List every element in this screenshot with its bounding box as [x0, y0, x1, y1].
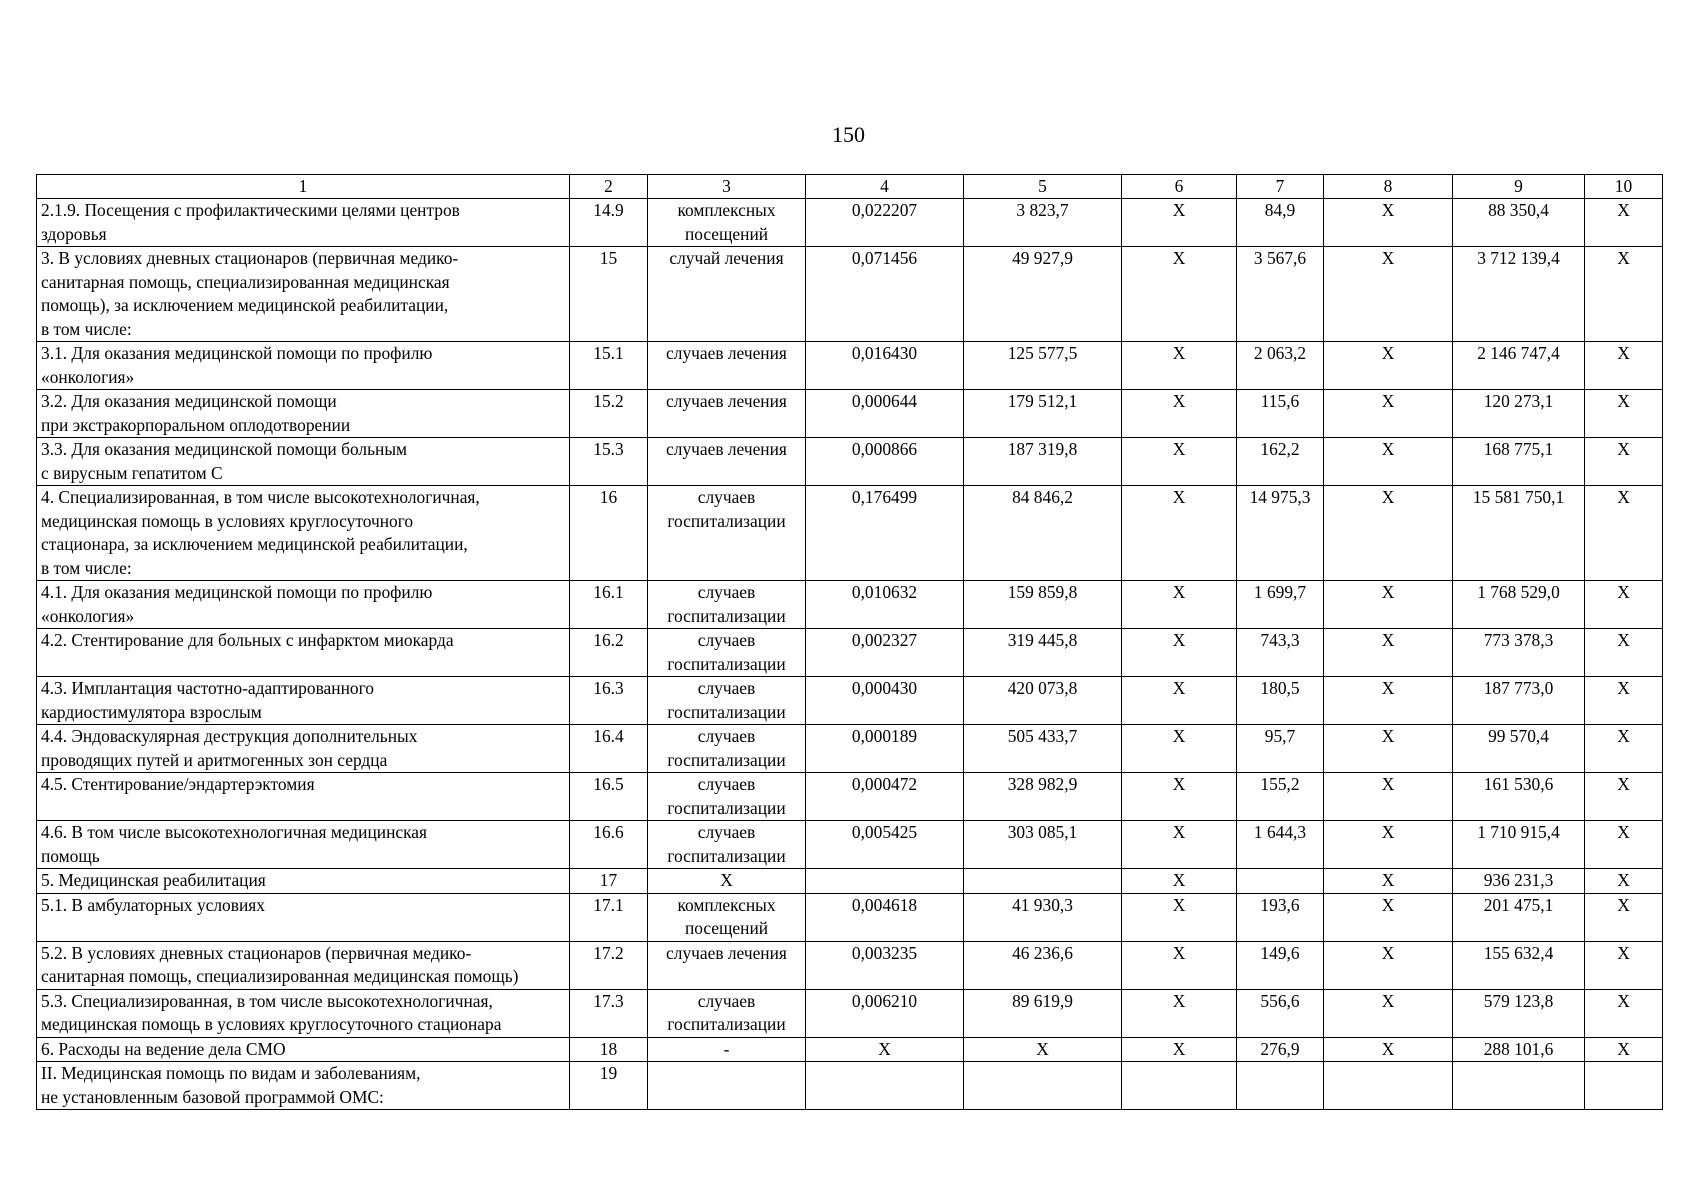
row-cell-col8: X	[1324, 941, 1453, 989]
row-name-cell: II. Медицинская помощь по видам и заболеваниям, не установленным базовой программой ОМС:	[37, 1062, 570, 1110]
row-cell-col7: 95,7	[1237, 725, 1324, 773]
table-row	[37, 869, 1663, 894]
column-header: 2	[570, 175, 648, 199]
row-unit-cell: случаев госпитализации	[648, 773, 806, 821]
row-cell-col5: 328 982,9	[964, 773, 1122, 821]
row-cell-col6: X	[1122, 581, 1237, 629]
row-code-cell: 17.1	[570, 893, 648, 941]
column-header: 9	[1453, 175, 1585, 199]
row-code-cell: 16.5	[570, 773, 648, 821]
data-table	[36, 174, 1663, 1110]
row-cell-col4: 0,010632	[806, 581, 964, 629]
row-name-cell: 5.2. В условиях дневных стационаров (первичная медико- санитарная помощь, специализированная медицинская помощь)	[37, 941, 570, 989]
row-cell-col9	[1453, 1062, 1585, 1110]
row-cell-col9: 288 101,6	[1453, 1037, 1585, 1062]
row-cell-col10: X	[1585, 438, 1663, 486]
row-cell-col4: 0,000472	[806, 773, 964, 821]
table-header	[37, 175, 1663, 199]
row-cell-col5: 179 512,1	[964, 390, 1122, 438]
row-cell-col6: X	[1122, 486, 1237, 581]
row-code-cell: 17.3	[570, 989, 648, 1037]
row-cell-col5: 319 445,8	[964, 629, 1122, 677]
row-name-cell: 2.1.9. Посещения с профилактическими целями центров здоровья	[37, 199, 570, 247]
row-cell-col8: X	[1324, 893, 1453, 941]
row-cell-col9: 1 768 529,0	[1453, 581, 1585, 629]
row-cell-col10: X	[1585, 199, 1663, 247]
row-cell-col8: X	[1324, 989, 1453, 1037]
row-cell-col4: 0,002327	[806, 629, 964, 677]
row-cell-col8: X	[1324, 581, 1453, 629]
row-unit-cell: случаев лечения	[648, 342, 806, 390]
table-row	[37, 677, 1663, 725]
table-row	[37, 893, 1663, 941]
row-code-cell: 16.6	[570, 821, 648, 869]
row-cell-col4: 0,000644	[806, 390, 964, 438]
row-cell-col8: X	[1324, 1037, 1453, 1062]
row-unit-cell: случаев госпитализации	[648, 677, 806, 725]
row-cell-col6: X	[1122, 438, 1237, 486]
row-cell-col8: X	[1324, 821, 1453, 869]
row-code-cell: 16.3	[570, 677, 648, 725]
row-code-cell: 17	[570, 869, 648, 894]
row-cell-col5	[964, 1062, 1122, 1110]
row-unit-cell: случаев лечения	[648, 438, 806, 486]
row-cell-col7: 149,6	[1237, 941, 1324, 989]
table-row	[37, 486, 1663, 581]
row-cell-col9: 773 378,3	[1453, 629, 1585, 677]
row-cell-col7: 14 975,3	[1237, 486, 1324, 581]
row-cell-col10: X	[1585, 773, 1663, 821]
column-header: 10	[1585, 175, 1663, 199]
row-unit-cell: случаев госпитализации	[648, 989, 806, 1037]
row-cell-col5: 3 823,7	[964, 199, 1122, 247]
table-row	[37, 438, 1663, 486]
row-unit-cell	[648, 1062, 806, 1110]
table-row	[37, 821, 1663, 869]
row-cell-col9: 1 710 915,4	[1453, 821, 1585, 869]
row-cell-col9: 99 570,4	[1453, 725, 1585, 773]
row-cell-col7: 155,2	[1237, 773, 1324, 821]
row-code-cell: 16.4	[570, 725, 648, 773]
row-code-cell: 17.2	[570, 941, 648, 989]
row-cell-col10: X	[1585, 581, 1663, 629]
row-cell-col5: 420 073,8	[964, 677, 1122, 725]
row-cell-col7: 193,6	[1237, 893, 1324, 941]
row-cell-col8	[1324, 1062, 1453, 1110]
row-cell-col5: 46 236,6	[964, 941, 1122, 989]
row-cell-col4: 0,016430	[806, 342, 964, 390]
row-cell-col7	[1237, 1062, 1324, 1110]
row-cell-col5: 89 619,9	[964, 989, 1122, 1037]
row-cell-col8: X	[1324, 390, 1453, 438]
row-cell-col6: X	[1122, 1037, 1237, 1062]
row-cell-col7: 743,3	[1237, 629, 1324, 677]
row-name-cell: 3. В условиях дневных стационаров (первичная медико- санитарная помощь, специализированная медицинская помощь), за исключением медицинской реабилитации, в том числе:	[37, 247, 570, 342]
row-name-cell: 4.1. Для оказания медицинской помощи по профилю «онкология»	[37, 581, 570, 629]
row-cell-col9: 201 475,1	[1453, 893, 1585, 941]
column-header: 1	[37, 175, 570, 199]
row-cell-col4: 0,176499	[806, 486, 964, 581]
row-cell-col8: X	[1324, 199, 1453, 247]
row-cell-col7: 115,6	[1237, 390, 1324, 438]
row-cell-col8: X	[1324, 438, 1453, 486]
row-cell-col9: 2 146 747,4	[1453, 342, 1585, 390]
row-cell-col6: X	[1122, 893, 1237, 941]
row-cell-col5: 125 577,5	[964, 342, 1122, 390]
row-name-cell: 5.3. Специализированная, в том числе высокотехнологичная, медицинская помощь в условиях круглосуточного стационара	[37, 989, 570, 1037]
row-cell-col5: 84 846,2	[964, 486, 1122, 581]
row-code-cell: 16	[570, 486, 648, 581]
page-number: 150	[832, 122, 865, 147]
row-cell-col6: X	[1122, 247, 1237, 342]
row-code-cell: 15.3	[570, 438, 648, 486]
row-cell-col6: X	[1122, 821, 1237, 869]
row-name-cell: 4.3. Имплантация частотно-адаптированного кардиостимулятора взрослым	[37, 677, 570, 725]
row-cell-col4: 0,000430	[806, 677, 964, 725]
row-cell-col7: 276,9	[1237, 1037, 1324, 1062]
row-cell-col6: X	[1122, 342, 1237, 390]
row-cell-col5	[964, 869, 1122, 894]
row-cell-col8: X	[1324, 869, 1453, 894]
row-cell-col10: X	[1585, 989, 1663, 1037]
table-row	[37, 725, 1663, 773]
row-cell-col4: 0,022207	[806, 199, 964, 247]
row-cell-col9: 187 773,0	[1453, 677, 1585, 725]
row-cell-col4	[806, 869, 964, 894]
column-header: 5	[964, 175, 1122, 199]
row-code-cell: 15.1	[570, 342, 648, 390]
row-name-cell: 4.2. Стентирование для больных с инфарктом миокарда	[37, 629, 570, 677]
row-cell-col8: X	[1324, 725, 1453, 773]
row-cell-col4: 0,004618	[806, 893, 964, 941]
row-name-cell: 4.4. Эндоваскулярная деструкция дополнительных проводящих путей и аритмогенных зон сердца	[37, 725, 570, 773]
row-cell-col4: 0,071456	[806, 247, 964, 342]
row-cell-col4: 0,000866	[806, 438, 964, 486]
row-cell-col6: X	[1122, 941, 1237, 989]
row-cell-col4: 0,000189	[806, 725, 964, 773]
row-cell-col6: X	[1122, 725, 1237, 773]
row-cell-col8: X	[1324, 486, 1453, 581]
row-cell-col4: 0,003235	[806, 941, 964, 989]
row-unit-cell: случаев госпитализации	[648, 629, 806, 677]
table-row	[37, 199, 1663, 247]
table-row	[37, 1062, 1663, 1110]
table-row	[37, 1037, 1663, 1062]
row-cell-col7: 2 063,2	[1237, 342, 1324, 390]
row-cell-col8: X	[1324, 342, 1453, 390]
row-cell-col5: 49 927,9	[964, 247, 1122, 342]
row-unit-cell: случаев лечения	[648, 390, 806, 438]
row-cell-col8: X	[1324, 247, 1453, 342]
row-cell-col10: X	[1585, 629, 1663, 677]
row-cell-col5: 159 859,8	[964, 581, 1122, 629]
row-cell-col9: 88 350,4	[1453, 199, 1585, 247]
row-cell-col10: X	[1585, 390, 1663, 438]
row-cell-col7	[1237, 869, 1324, 894]
row-cell-col10: X	[1585, 941, 1663, 989]
row-cell-col6: X	[1122, 629, 1237, 677]
row-cell-col9: 161 530,6	[1453, 773, 1585, 821]
row-cell-col9: 3 712 139,4	[1453, 247, 1585, 342]
row-cell-col6: X	[1122, 677, 1237, 725]
table-row	[37, 581, 1663, 629]
table-row	[37, 390, 1663, 438]
table-row	[37, 342, 1663, 390]
row-cell-col10: X	[1585, 486, 1663, 581]
row-code-cell: 18	[570, 1037, 648, 1062]
row-unit-cell: случаев госпитализации	[648, 725, 806, 773]
row-unit-cell: случаев госпитализации	[648, 581, 806, 629]
row-code-cell: 14.9	[570, 199, 648, 247]
row-name-cell: 4.6. В том числе высокотехнологичная медицинская помощь	[37, 821, 570, 869]
row-cell-col9: 936 231,3	[1453, 869, 1585, 894]
row-cell-col10: X	[1585, 342, 1663, 390]
table-row	[37, 629, 1663, 677]
row-cell-col9: 155 632,4	[1453, 941, 1585, 989]
row-name-cell: 5.1. В амбулаторных условиях	[37, 893, 570, 941]
row-cell-col4: 0,005425	[806, 821, 964, 869]
row-cell-col6: X	[1122, 869, 1237, 894]
row-cell-col5: X	[964, 1037, 1122, 1062]
row-cell-col9: 168 775,1	[1453, 438, 1585, 486]
row-unit-cell: X	[648, 869, 806, 894]
row-unit-cell: случаев госпитализации	[648, 486, 806, 581]
table-row	[37, 773, 1663, 821]
row-cell-col6: X	[1122, 199, 1237, 247]
table-row	[37, 989, 1663, 1037]
row-cell-col10: X	[1585, 1037, 1663, 1062]
table-body	[37, 199, 1663, 1110]
row-name-cell: 4. Специализированная, в том числе высокотехнологичная, медицинская помощь в условиях круглосуточного стационара, за исключением медицинской реабилитации, в том числе:	[37, 486, 570, 581]
row-cell-col10: X	[1585, 869, 1663, 894]
row-code-cell: 16.1	[570, 581, 648, 629]
column-header: 6	[1122, 175, 1237, 199]
column-header: 3	[648, 175, 806, 199]
row-cell-col4	[806, 1062, 964, 1110]
row-cell-col9: 15 581 750,1	[1453, 486, 1585, 581]
row-cell-col7: 180,5	[1237, 677, 1324, 725]
row-code-cell: 15.2	[570, 390, 648, 438]
row-cell-col8: X	[1324, 773, 1453, 821]
row-cell-col10: X	[1585, 247, 1663, 342]
row-cell-col7: 556,6	[1237, 989, 1324, 1037]
row-cell-col10: X	[1585, 821, 1663, 869]
row-unit-cell: -	[648, 1037, 806, 1062]
row-cell-col6: X	[1122, 390, 1237, 438]
row-unit-cell: случаев госпитализации	[648, 821, 806, 869]
row-name-cell: 6. Расходы на ведение дела СМО	[37, 1037, 570, 1062]
row-cell-col6: X	[1122, 773, 1237, 821]
row-cell-col8: X	[1324, 677, 1453, 725]
column-header: 8	[1324, 175, 1453, 199]
row-unit-cell: комплексных посещений	[648, 893, 806, 941]
row-cell-col7: 1 699,7	[1237, 581, 1324, 629]
row-cell-col9: 120 273,1	[1453, 390, 1585, 438]
row-cell-col5: 505 433,7	[964, 725, 1122, 773]
row-cell-col6	[1122, 1062, 1237, 1110]
row-cell-col10	[1585, 1062, 1663, 1110]
row-cell-col7: 162,2	[1237, 438, 1324, 486]
row-cell-col7: 84,9	[1237, 199, 1324, 247]
row-cell-col8: X	[1324, 629, 1453, 677]
row-unit-cell: комплексных посещений	[648, 199, 806, 247]
row-unit-cell: случай лечения	[648, 247, 806, 342]
row-cell-col5: 187 319,8	[964, 438, 1122, 486]
row-cell-col4: 0,006210	[806, 989, 964, 1037]
column-header: 4	[806, 175, 964, 199]
row-cell-col9: 579 123,8	[1453, 989, 1585, 1037]
row-unit-cell: случаев лечения	[648, 941, 806, 989]
table-row	[37, 941, 1663, 989]
row-cell-col7: 1 644,3	[1237, 821, 1324, 869]
row-name-cell: 3.2. Для оказания медицинской помощи при экстракорпоральном оплодотворении	[37, 390, 570, 438]
row-cell-col4: X	[806, 1037, 964, 1062]
row-name-cell: 4.5. Стентирование/эндартерэктомия	[37, 773, 570, 821]
table-row	[37, 247, 1663, 342]
row-cell-col5: 303 085,1	[964, 821, 1122, 869]
row-cell-col10: X	[1585, 677, 1663, 725]
column-number-row	[37, 175, 1663, 199]
row-code-cell: 15	[570, 247, 648, 342]
row-cell-col7: 3 567,6	[1237, 247, 1324, 342]
row-cell-col10: X	[1585, 893, 1663, 941]
row-name-cell: 5. Медицинская реабилитация	[37, 869, 570, 894]
row-name-cell: 3.3. Для оказания медицинской помощи больным с вирусным гепатитом С	[37, 438, 570, 486]
row-cell-col6: X	[1122, 989, 1237, 1037]
row-cell-col5: 41 930,3	[964, 893, 1122, 941]
row-code-cell: 19	[570, 1062, 648, 1110]
column-header: 7	[1237, 175, 1324, 199]
row-name-cell: 3.1. Для оказания медицинской помощи по профилю «онкология»	[37, 342, 570, 390]
row-cell-col10: X	[1585, 725, 1663, 773]
row-code-cell: 16.2	[570, 629, 648, 677]
